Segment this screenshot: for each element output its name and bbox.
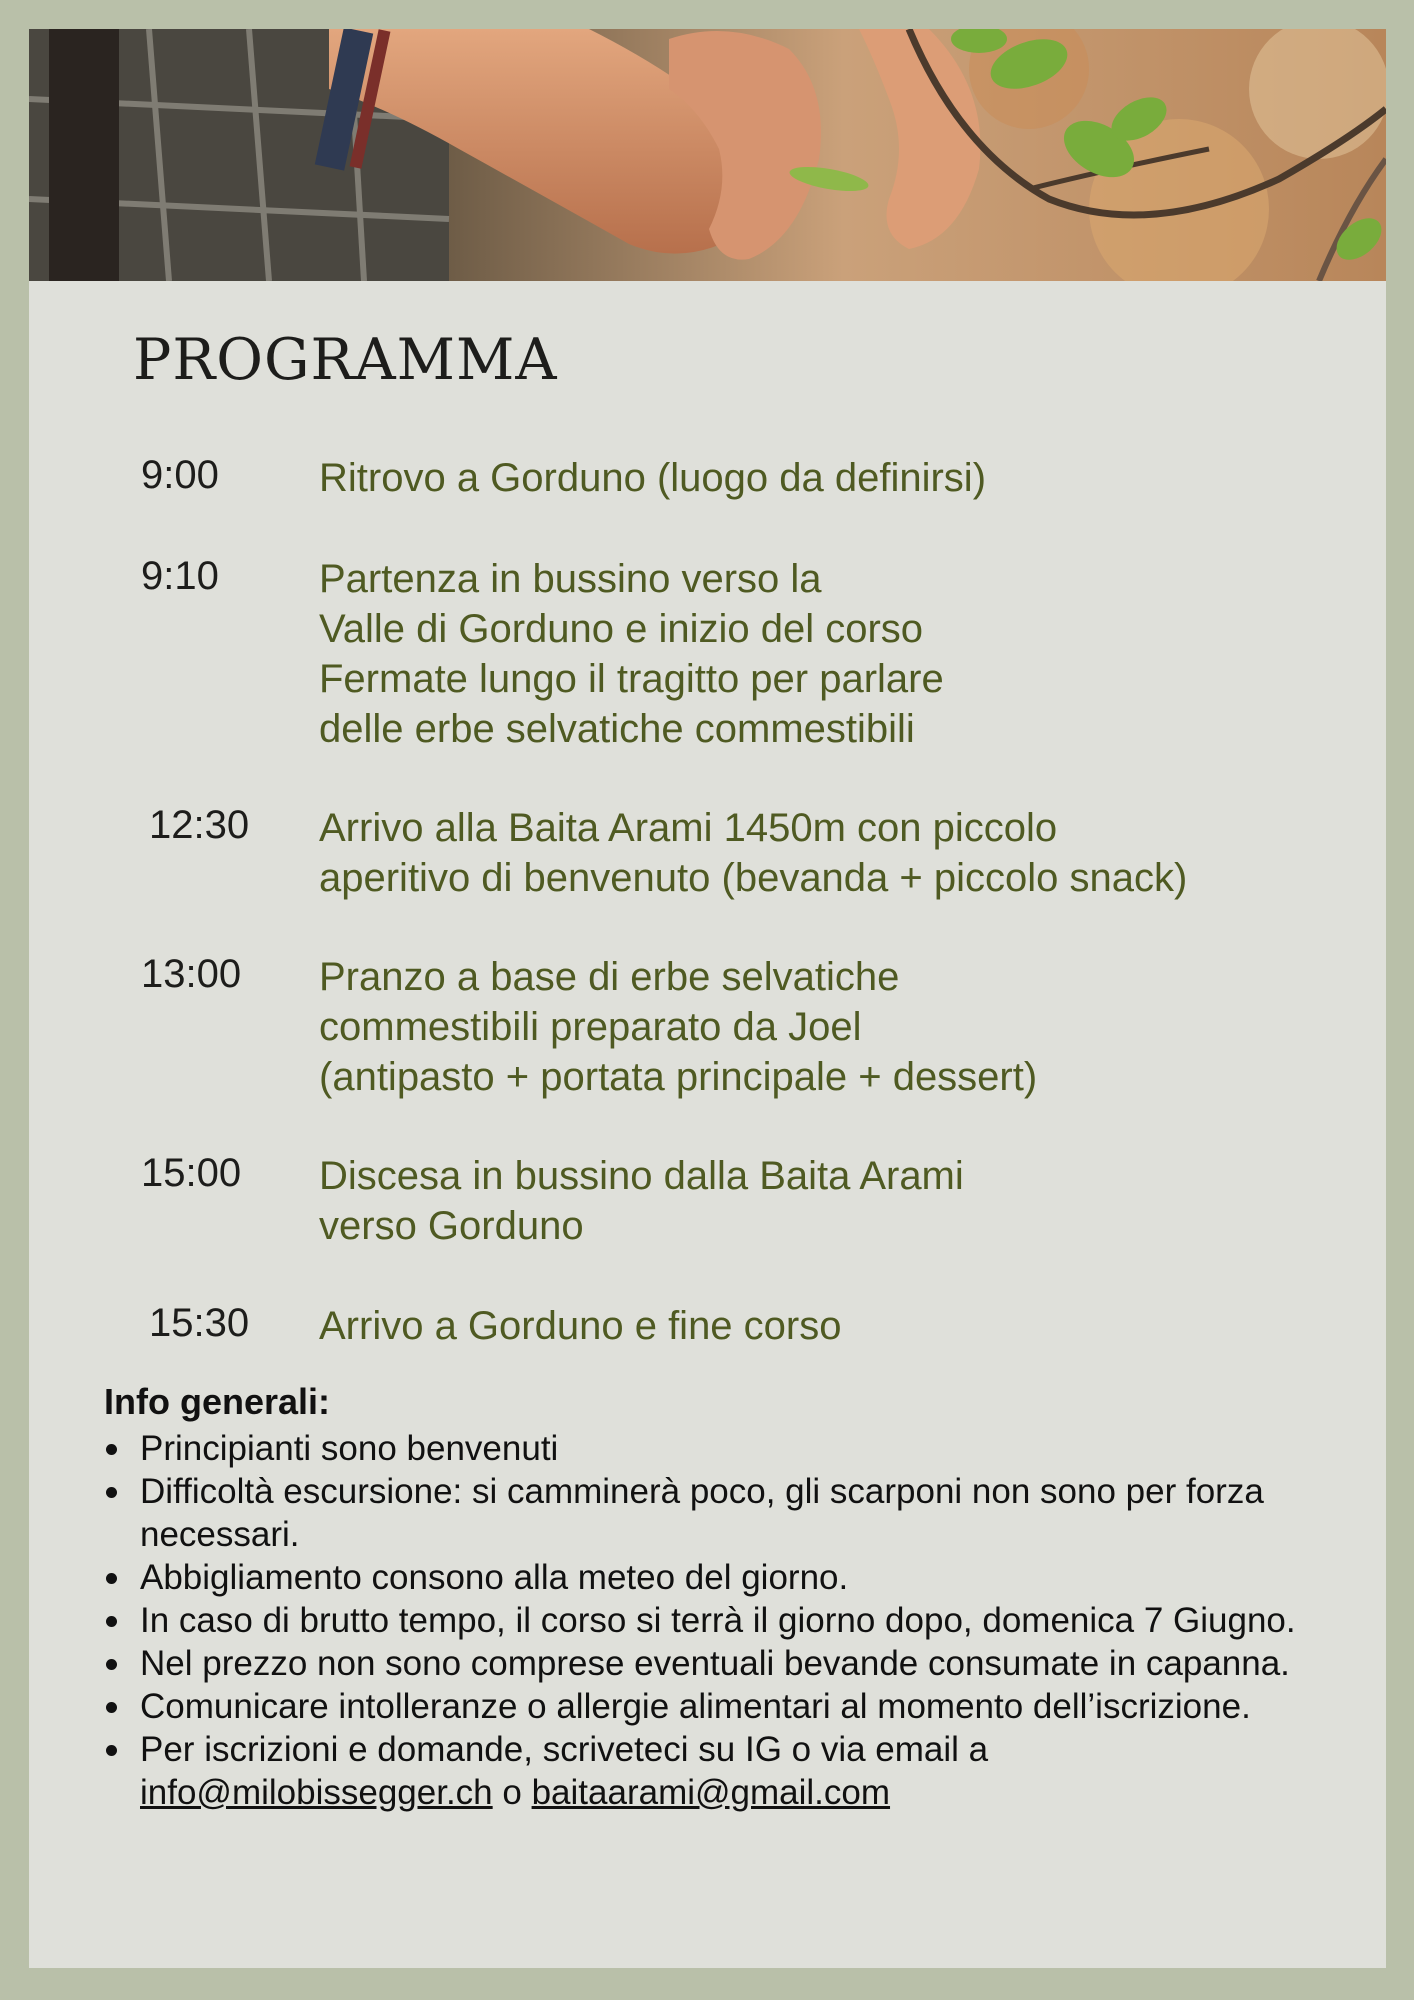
schedule-time: 9:00: [141, 453, 219, 497]
programma-title: PROGRAMMA: [133, 327, 558, 393]
schedule-time: 15:00: [141, 1151, 242, 1195]
schedule-line: Pranzo a base di erbe selvatiche: [319, 955, 900, 999]
schedule-line: Ritrovo a Gorduno (luogo da definirsi): [319, 456, 987, 500]
schedule-description: [319, 1301, 1359, 1351]
schedule-line: commestibili preparato da Joel: [319, 1005, 862, 1049]
schedule-line: Discesa in bussino dalla Baita Arami: [319, 1154, 964, 1198]
schedule-time: 15:30: [149, 1301, 250, 1345]
schedule-line: Fermate lungo il tragitto per parlare: [319, 657, 944, 701]
hands-herbs-illustration: [29, 29, 1386, 281]
email-link-baita[interactable]: baitaarami@gmail.com: [531, 1773, 891, 1812]
schedule-line: verso Gorduno: [319, 1204, 584, 1248]
schedule-line: (antipasto + portata principale + dessert): [319, 1055, 1038, 1099]
info-item-contact: [104, 1728, 1344, 1814]
schedule-time: 9:10: [141, 554, 219, 598]
schedule-time: 12:30: [149, 803, 250, 847]
hero-photo: [29, 29, 1386, 281]
schedule-description: [319, 952, 1359, 1102]
info-item: Nel prezzo non sono comprese eventuali bevande consumate in capanna.: [104, 1642, 1344, 1685]
schedule-line: Partenza in bussino verso la: [319, 557, 822, 601]
schedule-description: [319, 554, 1359, 754]
email-link-info[interactable]: info@milobissegger.ch: [140, 1773, 493, 1812]
info-list: [104, 1427, 1344, 1814]
page-card: [29, 29, 1386, 1968]
schedule-description: [319, 803, 1359, 903]
schedule-time: 13:00: [141, 952, 242, 996]
schedule-description: [319, 1151, 1359, 1251]
schedule-line: Valle di Gorduno e inizio del corso: [319, 607, 924, 651]
info-item: Comunicare intolleranze o allergie alimentari al momento dell’iscrizione.: [104, 1685, 1344, 1728]
info-item: Difficoltà escursione: si camminerà poco, gli scarponi non sono per forza necessari.: [104, 1470, 1344, 1556]
schedule-line: Arrivo alla Baita Arami 1450m con piccolo: [319, 806, 1058, 850]
info-title: Info generali:: [104, 1381, 331, 1422]
schedule-line: delle erbe selvatiche commestibili: [319, 707, 915, 751]
schedule-line: Arrivo a Gorduno e fine corso: [319, 1304, 842, 1348]
info-item: Abbigliamento consono alla meteo del giorno.: [104, 1556, 1344, 1599]
schedule-description: [319, 453, 1359, 503]
contact-text: Per iscrizioni e domande, scriveteci su IG o via email a: [140, 1730, 989, 1769]
contact-separator: o: [502, 1773, 522, 1812]
schedule-line: aperitivo di benvenuto (bevanda + piccolo snack): [319, 856, 1188, 900]
info-item: In caso di brutto tempo, il corso si terrà il giorno dopo, domenica 7 Giugno.: [104, 1599, 1344, 1642]
info-item: Principianti sono benvenuti: [104, 1427, 1344, 1470]
